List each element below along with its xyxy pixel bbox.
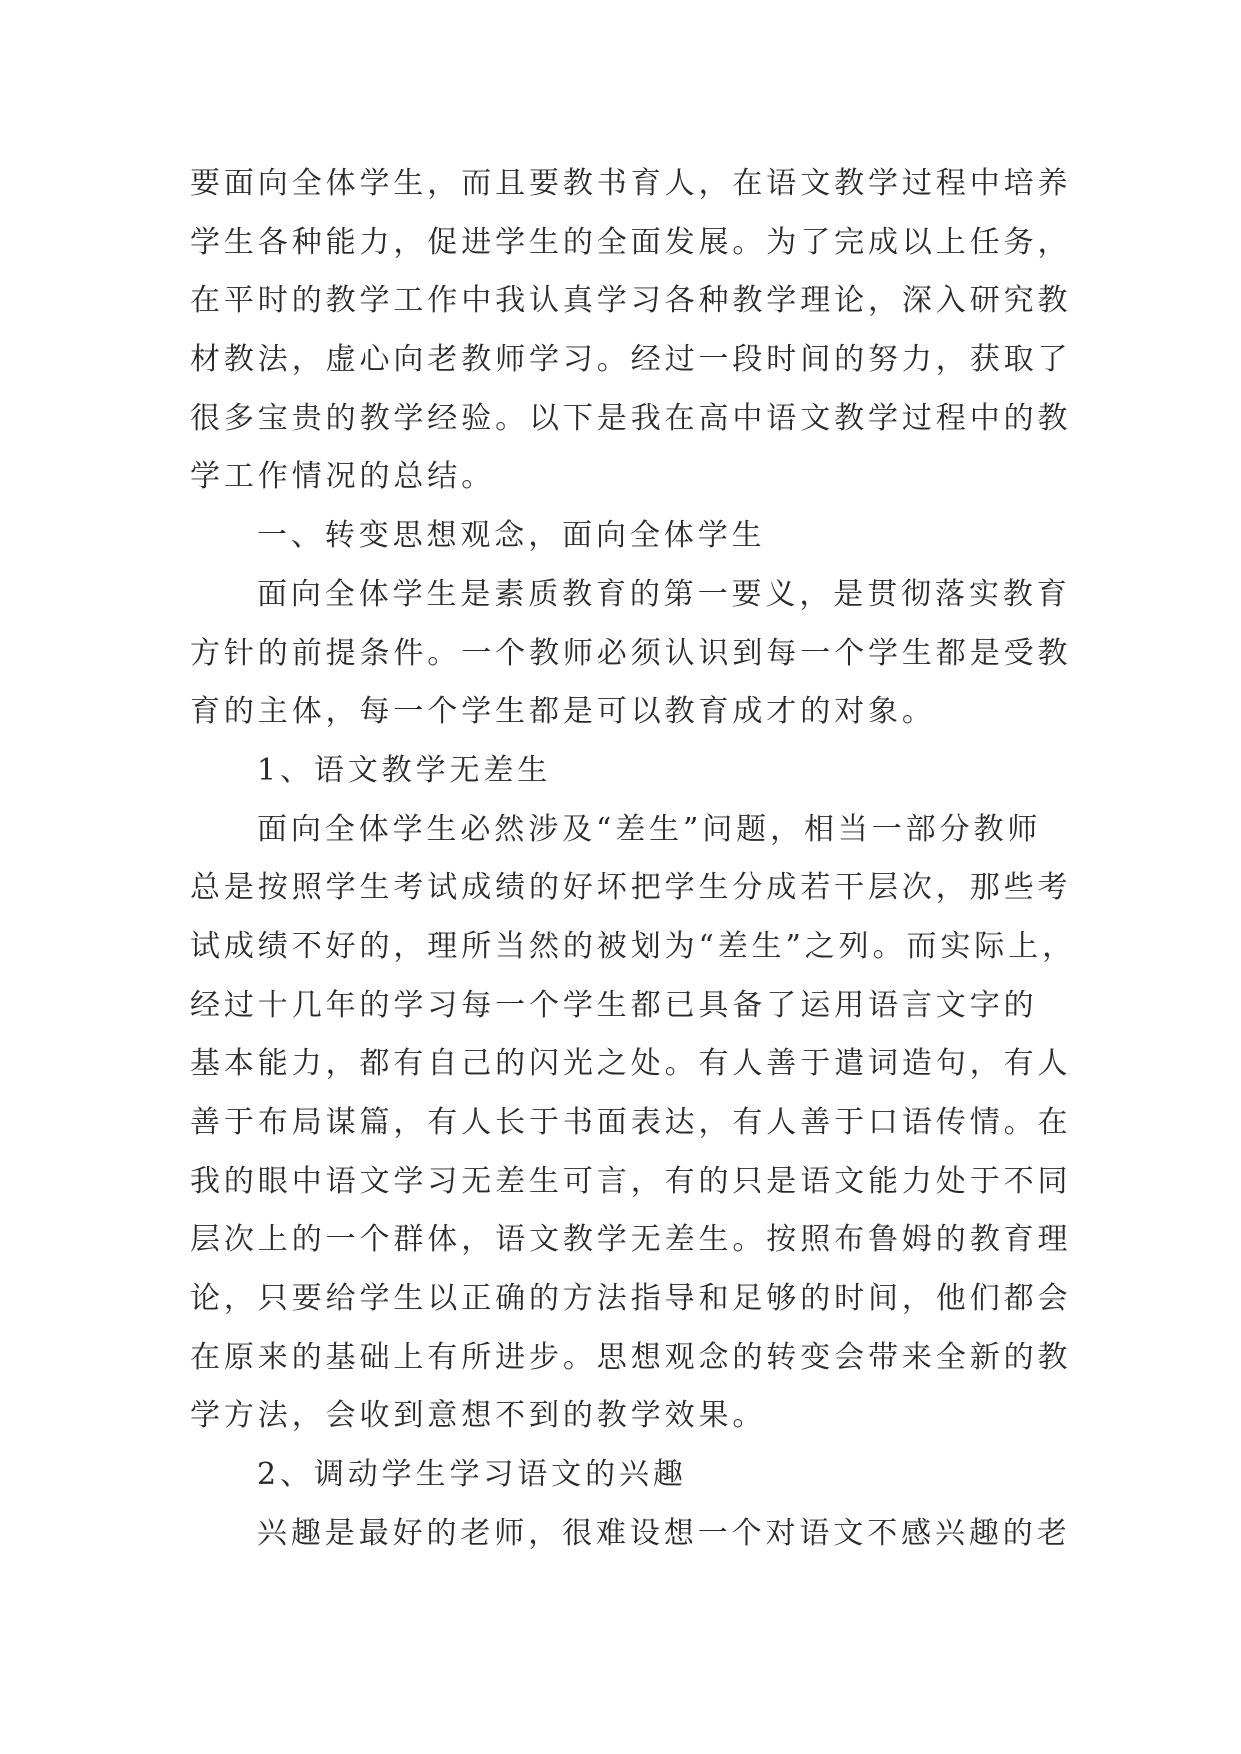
text-line: 在原来的基础上有所进步。思想观念的转变会带来全新的教 [190, 1339, 1072, 1375]
text-line: 学工作情况的总结。 [190, 459, 496, 495]
text-line: 兴趣是最好的老师，很难设想一个对语文不感兴趣的老 [257, 1515, 1071, 1551]
text-line: 很多宝贵的教学经验。以下是我在高中语文教学过程中的教 [190, 400, 1072, 436]
text-line: 总是按照学生考试成绩的好坏把学生分成若干层次，那些考 [190, 870, 1072, 906]
subsection-heading: 1、语文教学无差生 [257, 752, 552, 788]
subsection-heading: 2、调动学生学习语文的兴趣 [257, 1457, 687, 1493]
text-line: 方针的前提条件。一个教师必须认识到每一个学生都是受教 [190, 635, 1072, 671]
text-line: 材教法，虚心向老教师学习。经过一段时间的努力，获取了 [190, 342, 1072, 378]
text-line: 面向全体学生是素质教育的第一要义，是贯彻落实教育 [257, 576, 1071, 612]
text-line: 育的主体，每一个学生都是可以教育成才的对象。 [190, 694, 936, 730]
text-line: 论，只要给学生以正确的方法指导和足够的时间，他们都会 [190, 1281, 1072, 1317]
text-line: 经过十几年的学习每一个学生都已具备了运用语言文字的 [190, 987, 1038, 1023]
text-line: 善于布局谋篇，有人长于书面表达，有人善于口语传情。在 [190, 1105, 1072, 1140]
text-line: 层次上的一个群体，语文教学无差生。按照布鲁姆的教育理 [190, 1222, 1072, 1258]
text-line: 面向全体学生必然涉及“差生”问题，相当一部分教师 [257, 811, 1042, 847]
text-line: 基本能力，都有自己的闪光之处。有人善于遣词造句，有人 [190, 1046, 1072, 1082]
text-line: 要面向全体学生，而且要教书育人，在语文教学过程中培养 [190, 166, 1072, 201]
section-heading: 一、转变思想观念，面向全体学生 [257, 518, 766, 554]
document-body [190, 155, 1076, 1564]
text-line: 学方法，会收到意想不到的教学效果。 [190, 1398, 767, 1434]
text-line: 学生各种能力，促进学生的全面发展。为了完成以上任务， [190, 224, 1072, 260]
text-line: 我的眼中语文学习无差生可言，有的只是语文能力处于不同 [190, 1163, 1072, 1199]
text-line: 在平时的教学工作中我认真学习各种教学理论，深入研究教 [190, 283, 1072, 319]
text-line: 试成绩不好的，理所当然的被划为“差生”之列。而实际上， [190, 928, 1076, 964]
